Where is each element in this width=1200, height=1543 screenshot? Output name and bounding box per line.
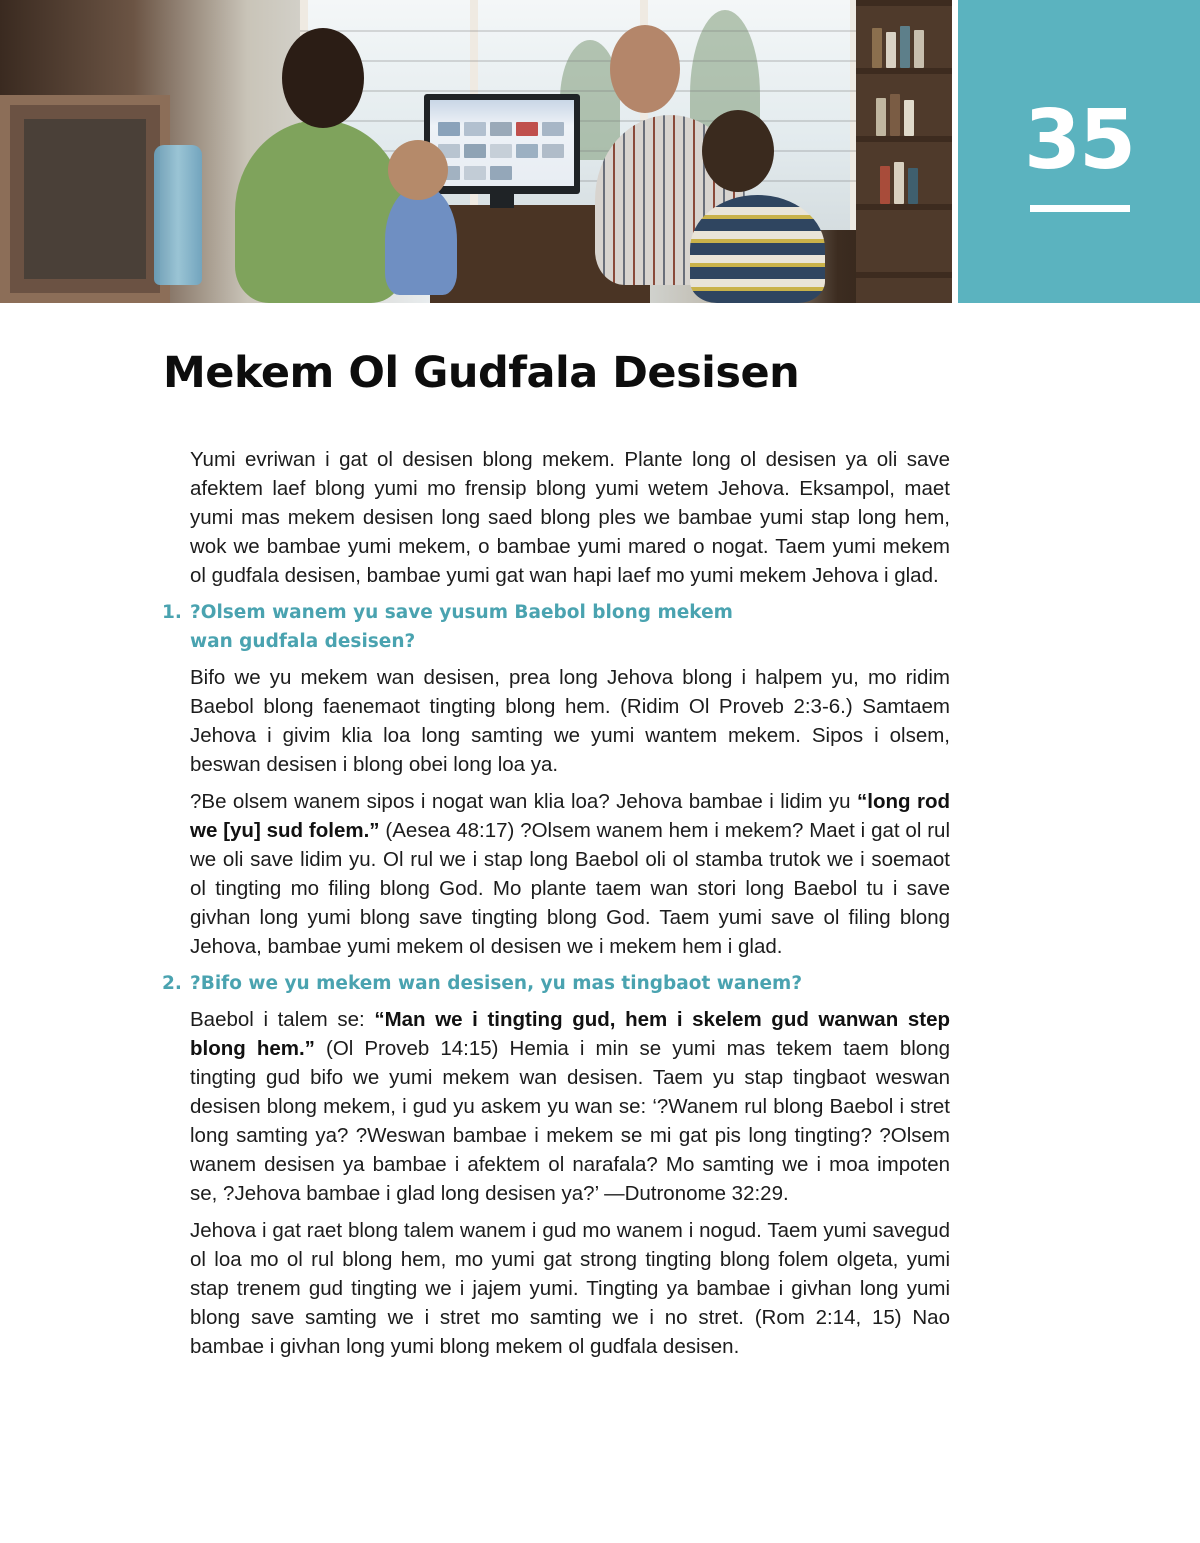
screen-tile [542,122,564,136]
question-line: wan gudfala desisen? [190,631,416,652]
book [876,98,886,136]
chapter-rule [1030,205,1130,212]
question-number: 2. [162,973,182,994]
paragraph-text: (Ol Proveb 14:15) Hemia i min se yumi mas tekem taem blong tingting gud bifo we yumi mekem wan desisen. Taem yu stap tingbaot weswan desisen blong mekem, i gud yu askem yu wan se: ‘?Wanem rul blong Baebol i stret long samting ya? ?Weswan bambae i mekem se mi gat pis long tingting? ?Olsem wanem desisen ya bambae i afektem ol narafala? Mo samting we i moa impoten se, ?Jehova bambae i glad long desisen ya?’ —Dutronome 32:29. [190,1037,951,1205]
father-head [610,25,680,113]
screen-tile [438,122,460,136]
screen-tile [490,166,512,180]
header-photo [0,0,952,303]
question-line: ?Bifo we yu mekem wan desisen, yu mas tingbaot wanem? [190,973,803,994]
paragraph [190,787,950,961]
question-heading-2 [162,969,950,998]
paragraph: Jehova i gat raet blong talem wanem i gud mo wanem i nogud. Taem yumi savegud ol loa mo ol rul blong hem, mo yumi gat strong tingting blong folem olgeta, yumi stap trenem gud tingting we i jajem yumi. Tingting ya bambae i givhan long yumi blong save samting we i stret mo samting we i no stret. (Rom 2:14, 15) Nao bambae i givhan long yumi blong mekem ol gudfala desisen. [190,1219,950,1358]
screen-tile [464,122,486,136]
paragraph-text: (Aesea 48:17) ?Olsem wanem hem i mekem? Maet i gat ol rul we oli save lidim yu. Ol rul we i stap long Baebol oli ol stamba trutok we i soemaot ol tingting mo filing blong God. Mo plante taem wan stori long Baebol tu i save givhan long yumi blong save tingting blong God. Taem yumi save ol filing blong Jehova, bambae yumi mekem ol desisen we i mekem hem i glad. [190,819,951,958]
picture-frame-inner [24,119,146,279]
book [914,30,924,68]
paragraph-text: Baebol i talem se: [190,1008,375,1031]
article-body [162,445,951,1369]
book [890,94,900,136]
page-title: Mekem Ol Gudfala Desisen [163,348,800,398]
book [894,162,904,204]
boy-head [702,110,774,192]
book [904,100,914,136]
chapter-box [958,0,1200,303]
paragraph [190,1005,950,1208]
screen-tile [464,166,486,180]
blind-slat [300,30,860,32]
screen-tile [490,122,512,136]
baby-head [388,140,448,200]
blind-slat [300,120,860,122]
baby-bottle [154,145,202,285]
mother-head [282,28,364,128]
question-heading-1 [162,598,950,656]
book [900,26,910,68]
computer-monitor [424,94,580,194]
screen-tile [490,144,512,158]
screen-tile [542,144,564,158]
question-number: 1. [162,602,182,623]
baby-figure [385,185,457,295]
book [880,166,890,204]
book [872,28,882,68]
monitor-stand [490,194,514,208]
scripture-quote: “Man we i tingting gud, hem i skelem gud wanwan step blong hem.” [190,1008,950,1060]
boy-figure [690,195,825,303]
screen-tile [464,144,486,158]
blind-slat [300,90,860,92]
picture-frame [0,95,170,303]
chapter-number: 35 [1023,93,1135,188]
monitor-screen [430,100,574,186]
book [886,32,896,68]
paragraph: Bifo we yu mekem wan desisen, prea long Jehova blong i halpem yu, mo ridim Baebol blong faenemaot tingting blong hem. (Ridim Ol Proveb 2:3-6.) Samtaem Jehova i givim klia loa long samting we yumi wantem mekem. Sipos i olsem, beswan desisen i blong obei long loa ya. [190,666,950,776]
paragraph-text: ?Be olsem wanem sipos i nogat wan klia loa? Jehova bambae i lidim yu [190,790,857,813]
blind-slat [300,60,860,62]
screen-tile [516,122,538,136]
intro-paragraph: Yumi evriwan i gat ol desisen blong mekem. Plante long ol desisen ya oli save afektem laef blong yumi mo frensip blong yumi wetem Jehova. Eksampol, maet yumi mas mekem desisen long saed blong ples we bambae yumi stap long hem, wok we bambae yumi mekem, o bambae yumi mared o nogat. Taem yumi mekem ol gudfala desisen, bambae yumi gat wan hapi laef mo yumi mekem Jehova i glad. [190,448,950,587]
screen-tile [516,144,538,158]
question-line: ?Olsem wanem yu save yusum Baebol blong mekem [190,602,733,623]
mother-figure [235,120,405,303]
scripture-quote: “long rod we [yu] sud folem.” [190,790,950,842]
book [908,168,918,204]
